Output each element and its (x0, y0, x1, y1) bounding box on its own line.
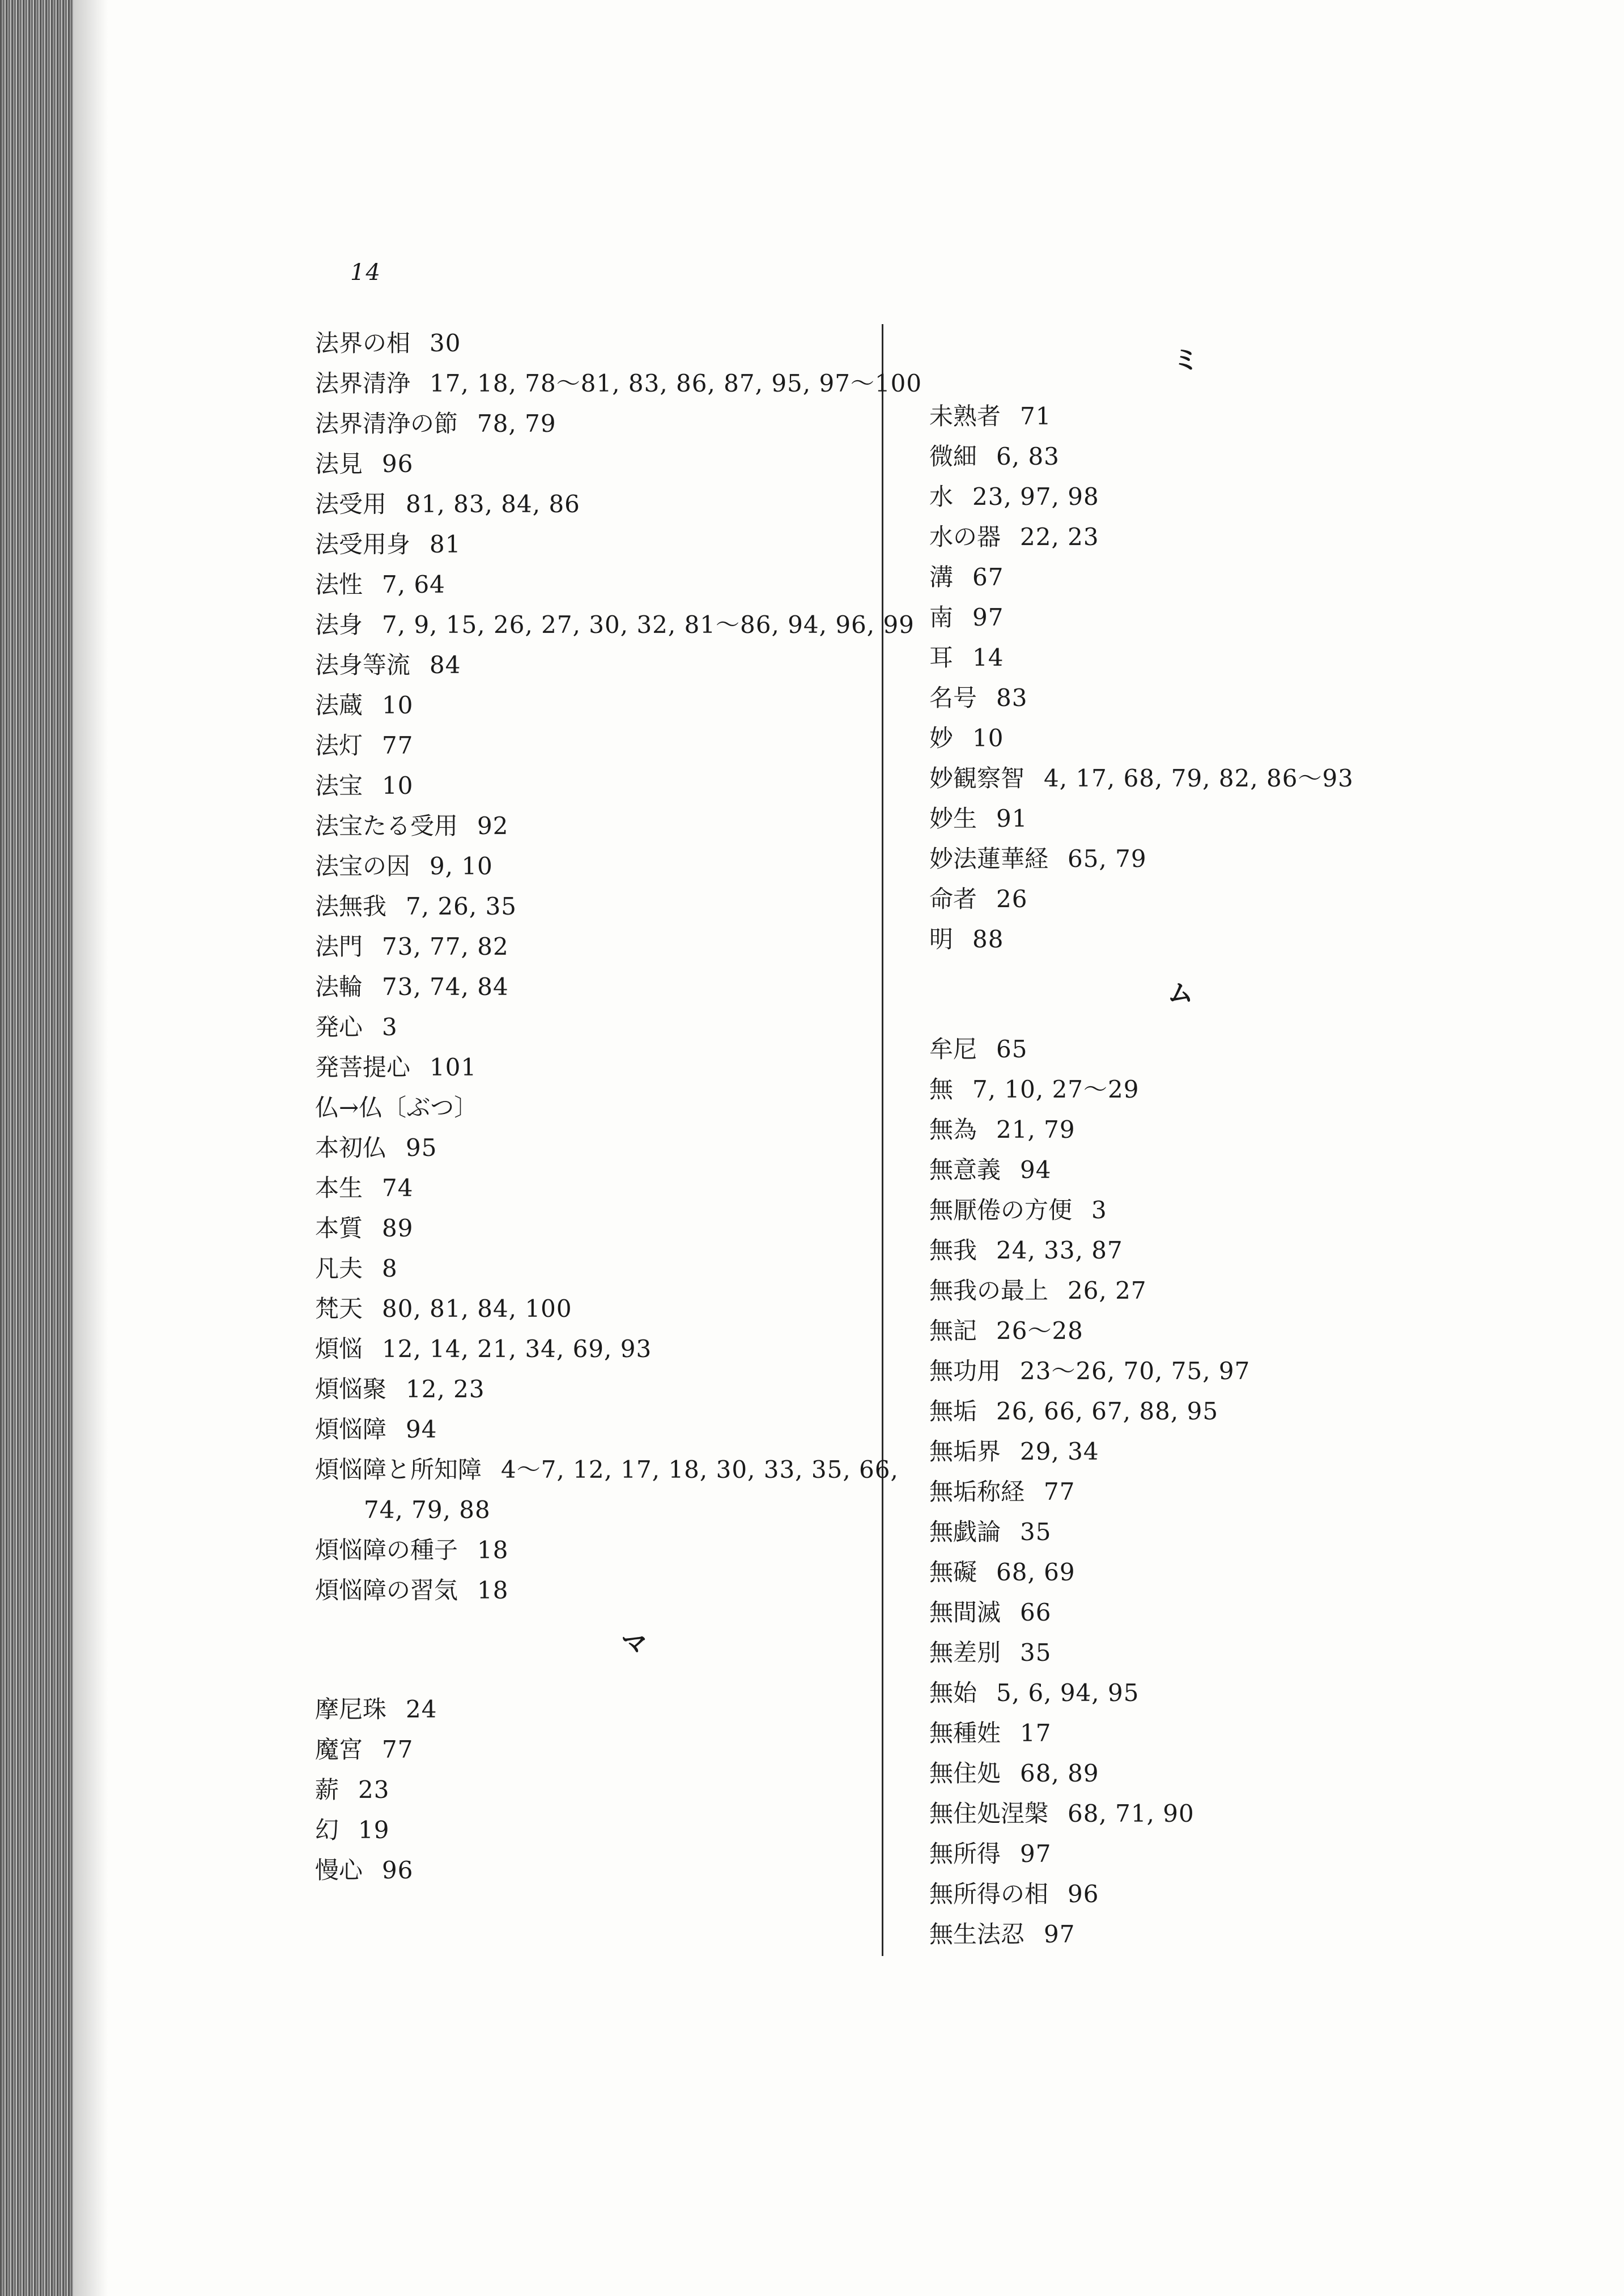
index-term: 摩尼珠 (315, 1695, 387, 1723)
index-term: 無所得 (929, 1840, 1001, 1868)
index-term: 法身 (315, 611, 363, 639)
index-entry (929, 1150, 1553, 1190)
index-entry (315, 1729, 859, 1770)
index-pages: 95 (406, 1134, 437, 1162)
index-pages: 23 (358, 1776, 390, 1804)
index-entry (315, 926, 859, 967)
index-pages: 71 (1020, 402, 1052, 430)
index-pages: 18 (477, 1576, 509, 1604)
index-list-ha (315, 323, 922, 1610)
index-term: 法蔵 (315, 691, 363, 719)
index-pages: 68, 71, 90 (1068, 1800, 1194, 1827)
index-column-right (929, 340, 1553, 1954)
index-term: 煩悩障の種子 (315, 1536, 458, 1564)
index-entry (929, 879, 1553, 919)
index-term: 法界清浄の節 (315, 410, 458, 437)
index-term: 無始 (929, 1679, 977, 1707)
index-pages: 89 (382, 1214, 414, 1242)
index-pages: 65, 79 (1068, 845, 1147, 873)
index-term: 無所得の相 (929, 1880, 1049, 1908)
index-term: 法宝 (315, 772, 363, 800)
index-term: 無住処涅槃 (929, 1800, 1049, 1827)
index-entry (315, 1007, 859, 1047)
index-term: 煩悩障 (315, 1415, 387, 1443)
index-entry (929, 1632, 1553, 1673)
index-pages: 73, 74, 84 (382, 973, 509, 1001)
index-entry (929, 517, 1553, 557)
book-binding-edge (0, 0, 74, 2296)
index-pages: 35 (1020, 1639, 1052, 1666)
column-divider (882, 324, 883, 1956)
index-entry (929, 1874, 1553, 1914)
index-term: 無功用 (929, 1357, 1001, 1385)
index-pages: 3 (1091, 1196, 1107, 1224)
index-pages: 101 (430, 1053, 477, 1081)
index-pages: 24, 33, 87 (996, 1236, 1123, 1264)
index-entry (315, 1087, 859, 1128)
index-entry (929, 1793, 1553, 1834)
index-entry (315, 645, 859, 685)
index-entry (929, 1190, 1553, 1230)
index-term: 凡夫 (315, 1255, 363, 1282)
index-pages: 81, 83, 84, 86 (406, 490, 580, 518)
section-heading-ma: マ (621, 1629, 647, 1659)
index-pages: 8 (382, 1255, 398, 1282)
index-entry (315, 1850, 859, 1890)
index-pages: 5, 6, 94, 95 (996, 1679, 1140, 1707)
index-pages: 17 (1020, 1719, 1052, 1747)
index-pages: 68, 89 (1020, 1759, 1099, 1787)
index-pages: 14 (972, 644, 1004, 671)
index-term: 法宝たる受用 (315, 812, 458, 840)
index-term: 法見 (315, 450, 363, 478)
index-entry (929, 1472, 1553, 1512)
index-term: 無垢 (929, 1397, 977, 1425)
index-pages-continued: 74, 79, 88 (364, 1496, 491, 1524)
index-entry (929, 1069, 1553, 1109)
index-term: 南 (929, 603, 954, 631)
index-entry (315, 363, 922, 403)
index-pages: 26〜28 (996, 1317, 1083, 1345)
index-pages: 83 (996, 684, 1028, 712)
index-pages: 97 (1020, 1840, 1052, 1868)
index-term: 法門 (315, 933, 363, 960)
index-entry (929, 1109, 1553, 1150)
index-term: 明 (929, 925, 954, 953)
index-entry (929, 1552, 1553, 1592)
index-pages: 26 (996, 885, 1028, 913)
index-pages: 94 (406, 1415, 437, 1443)
index-term: 妙 (929, 724, 954, 752)
index-entry (929, 477, 1553, 517)
index-entry (315, 846, 859, 886)
index-pages: 84 (430, 651, 461, 679)
index-pages: 66 (1020, 1598, 1052, 1626)
index-term: 牟尼 (929, 1035, 977, 1063)
index-term: 慢心 (315, 1856, 363, 1884)
index-entry (929, 396, 1553, 436)
index-term: 仏→仏〔ぶつ〕 (315, 1094, 478, 1121)
index-term: 魔宮 (315, 1736, 363, 1763)
index-pages: 91 (996, 805, 1028, 832)
index-entry (315, 1570, 859, 1610)
index-pages: 12, 14, 21, 34, 69, 93 (382, 1335, 652, 1363)
index-pages: 97 (972, 603, 1004, 631)
index-pages: 6, 83 (996, 443, 1060, 470)
index-entry (315, 1047, 859, 1087)
index-entry (315, 725, 859, 766)
index-pages: 77 (1044, 1478, 1075, 1506)
index-entry (929, 1713, 1553, 1753)
index-pages: 7, 64 (382, 571, 445, 598)
index-term: 溝 (929, 563, 954, 591)
index-entry (929, 798, 1553, 839)
index-pages: 80, 81, 84, 100 (382, 1295, 572, 1323)
index-term: 本質 (315, 1214, 363, 1242)
index-term: 梵天 (315, 1295, 363, 1323)
index-entry (315, 524, 859, 564)
index-pages: 94 (1020, 1156, 1052, 1184)
index-term: 命者 (929, 885, 977, 913)
index-pages: 78, 79 (477, 410, 556, 437)
index-entry (929, 436, 1553, 477)
section-heading-mu: ム (1167, 977, 1193, 1008)
index-term: 名号 (929, 684, 977, 712)
index-pages: 35 (1020, 1518, 1052, 1546)
section-heading-mi: ミ (1173, 345, 1199, 375)
index-term: 発菩提心 (315, 1053, 411, 1081)
index-term: 法界清浄 (315, 369, 411, 397)
index-list-ma (315, 1689, 859, 1890)
index-term: 無生法忍 (929, 1920, 1025, 1948)
index-pages: 97 (1044, 1920, 1075, 1948)
index-term: 無為 (929, 1116, 977, 1143)
index-pages: 23〜26, 70, 75, 97 (1020, 1357, 1251, 1385)
index-term: 水 (929, 483, 954, 511)
index-pages: 10 (382, 772, 414, 800)
index-entry (929, 839, 1553, 879)
index-pages: 92 (477, 812, 509, 840)
index-entry (315, 806, 859, 846)
index-pages: 7, 26, 35 (406, 892, 517, 920)
index-entry (315, 967, 859, 1007)
index-entry (315, 605, 915, 645)
index-pages: 77 (382, 732, 414, 759)
index-entry (315, 484, 859, 524)
index-pages: 3 (382, 1013, 398, 1041)
index-pages: 9, 10 (430, 852, 493, 880)
index-entry (929, 1311, 1553, 1351)
index-term: 法受用 (315, 490, 387, 518)
index-pages: 12, 23 (406, 1375, 485, 1403)
index-entry (929, 1753, 1553, 1793)
index-term: 法無我 (315, 892, 387, 920)
index-term: 煩悩聚 (315, 1375, 387, 1403)
index-term: 無意義 (929, 1156, 1001, 1184)
index-list-mu (929, 1029, 1553, 1954)
index-term: 煩悩障と所知障 (315, 1456, 482, 1483)
index-pages: 96 (382, 1856, 414, 1884)
index-entry (315, 1168, 859, 1208)
index-term: 妙観察智 (929, 764, 1025, 792)
index-pages: 4〜7, 12, 17, 18, 30, 33, 35, 66, (501, 1456, 899, 1483)
index-entry (315, 1689, 859, 1729)
index-list-mi (929, 396, 1553, 959)
index-entry (315, 685, 859, 725)
index-term: 未熟者 (929, 402, 1001, 430)
index-entry (929, 557, 1553, 597)
index-entry (315, 323, 859, 363)
index-term: 無戯論 (929, 1518, 1001, 1546)
index-term: 煩悩 (315, 1335, 363, 1363)
index-term: 本生 (315, 1174, 363, 1202)
index-entry (315, 1289, 859, 1329)
index-term: 法輪 (315, 973, 363, 1001)
index-pages: 88 (972, 925, 1004, 953)
index-pages: 17, 18, 78〜81, 83, 86, 87, 95, 97〜100 (430, 369, 922, 397)
index-entry (315, 1449, 899, 1490)
index-term: 無垢界 (929, 1438, 1001, 1465)
index-term: 無我の最上 (929, 1277, 1049, 1304)
index-term: 耳 (929, 644, 954, 671)
index-term: 無厭倦の方便 (929, 1196, 1073, 1224)
index-term: 無垢称経 (929, 1478, 1025, 1506)
index-term: 無種姓 (929, 1719, 1001, 1747)
page-number: 14 (350, 260, 381, 286)
index-term: 法受用身 (315, 530, 411, 558)
index-pages: 24 (406, 1695, 437, 1723)
index-pages: 23, 97, 98 (972, 483, 1099, 511)
index-entry (315, 444, 859, 484)
index-entry (929, 1391, 1553, 1431)
index-pages: 22, 23 (1020, 523, 1099, 551)
index-entry (929, 678, 1553, 718)
index-entry (315, 766, 859, 806)
index-pages: 26, 66, 67, 88, 95 (996, 1397, 1219, 1425)
index-term: 無差別 (929, 1639, 1001, 1666)
index-pages: 10 (382, 691, 414, 719)
index-pages: 67 (972, 563, 1004, 591)
index-entry (929, 1914, 1553, 1954)
index-pages: 81 (430, 530, 461, 558)
index-term: 無住処 (929, 1759, 1001, 1787)
index-term: 法宝の因 (315, 852, 411, 880)
index-entry (315, 1329, 859, 1369)
index-pages: 68, 69 (996, 1558, 1075, 1586)
index-pages: 96 (1068, 1880, 1099, 1908)
index-entry (315, 1128, 859, 1168)
index-pages: 18 (477, 1536, 509, 1564)
index-entry (929, 919, 1553, 959)
index-entry (315, 1409, 859, 1449)
index-entry (315, 1770, 859, 1810)
index-pages: 10 (972, 724, 1004, 752)
index-term: 微細 (929, 443, 977, 470)
index-pages: 29, 34 (1020, 1438, 1099, 1465)
index-term: 無間滅 (929, 1598, 1001, 1626)
index-entry (929, 1512, 1553, 1552)
index-entry (929, 718, 1553, 758)
index-entry (929, 1592, 1553, 1632)
index-term: 法身等流 (315, 651, 411, 679)
index-pages: 7, 10, 27〜29 (972, 1075, 1140, 1103)
index-term: 本初仏 (315, 1134, 387, 1162)
index-entry (315, 1369, 859, 1409)
index-entry (315, 564, 859, 605)
index-term: 無 (929, 1075, 954, 1103)
index-term: 薪 (315, 1776, 339, 1804)
index-pages: 96 (382, 450, 414, 478)
index-term: 無礙 (929, 1558, 977, 1586)
index-pages: 7, 9, 15, 26, 27, 30, 32, 81〜86, 94, 96, 99 (382, 611, 915, 639)
index-term: 発心 (315, 1013, 363, 1041)
index-term: 水の器 (929, 523, 1001, 551)
index-term: 煩悩障の習気 (315, 1576, 458, 1604)
index-entry (315, 403, 859, 444)
index-entry (929, 1270, 1553, 1311)
index-pages: 77 (382, 1736, 414, 1763)
index-entry (315, 1530, 859, 1570)
index-pages: 74 (382, 1174, 414, 1202)
index-pages: 4, 17, 68, 79, 82, 86〜93 (1044, 764, 1354, 792)
index-entry (929, 1834, 1553, 1874)
index-pages: 21, 79 (996, 1116, 1075, 1143)
index-term: 妙生 (929, 805, 977, 832)
index-entry (929, 758, 1553, 798)
index-entry (929, 1230, 1553, 1270)
index-term: 幻 (315, 1816, 339, 1844)
index-entry (929, 1029, 1553, 1069)
index-pages: 19 (358, 1816, 390, 1844)
index-entry (315, 1810, 859, 1850)
index-term: 法灯 (315, 732, 363, 759)
index-entry (929, 1351, 1553, 1391)
index-term: 法性 (315, 571, 363, 598)
index-column-left (315, 323, 922, 1890)
index-entry (315, 1248, 859, 1289)
index-pages: 26, 27 (1068, 1277, 1147, 1304)
index-pages: 73, 77, 82 (382, 933, 509, 960)
index-term: 妙法蓮華経 (929, 845, 1049, 873)
index-entry (315, 1208, 859, 1248)
index-entry (929, 1673, 1553, 1713)
index-entry (929, 637, 1553, 678)
index-entry (929, 597, 1553, 637)
index-term: 無記 (929, 1317, 977, 1345)
index-pages: 65 (996, 1035, 1028, 1063)
index-term: 無我 (929, 1236, 977, 1264)
binding-shadow (74, 0, 108, 2296)
index-pages: 30 (430, 329, 461, 357)
index-entry (315, 886, 859, 926)
index-term: 法界の相 (315, 329, 411, 357)
index-entry (929, 1431, 1553, 1472)
